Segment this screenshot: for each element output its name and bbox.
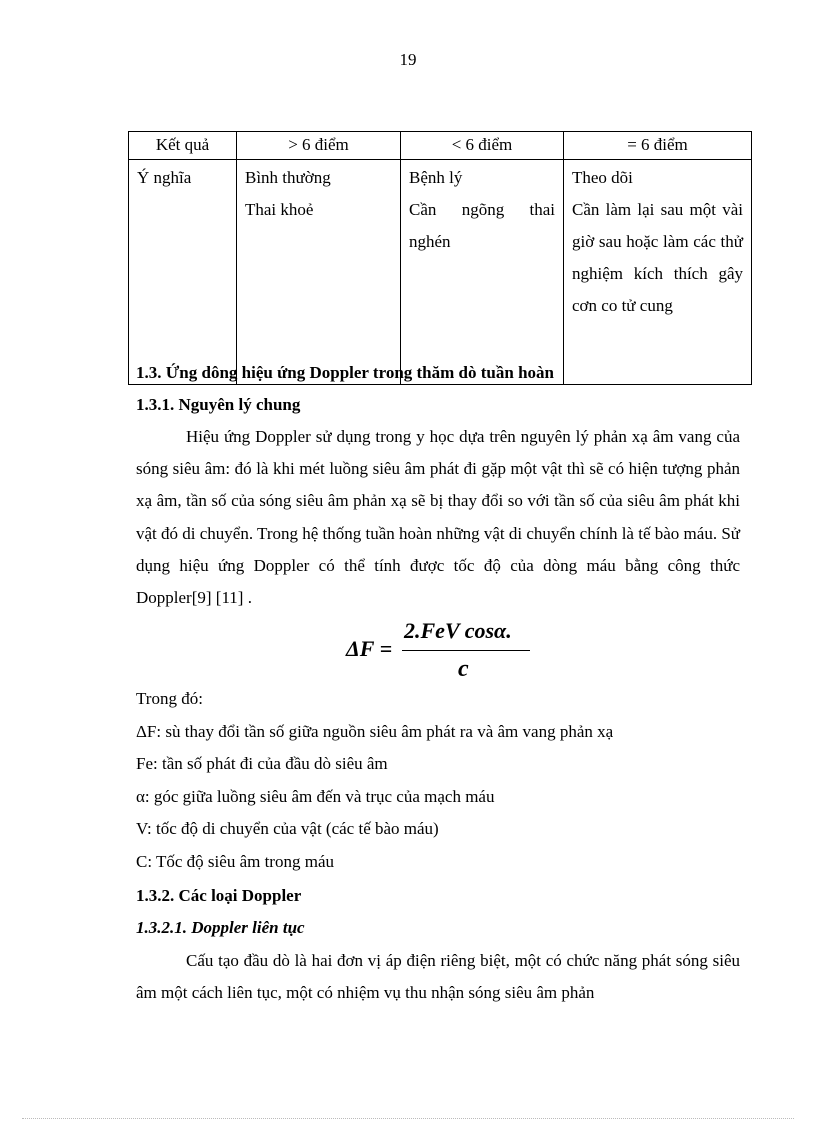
formula-fraction-bar	[402, 650, 530, 651]
header-under-6: < 6 điểm	[401, 132, 564, 160]
header-result: Kết quả	[129, 132, 237, 160]
score-table	[128, 131, 752, 385]
cell-over-6	[237, 160, 401, 385]
definition-item: Fe: tần số phát đi của đầu dò siêu âm	[136, 754, 388, 774]
cell-equal-6-line-2: Cần làm lại sau một vài giờ sau hoặc làm các thử nghiệm kích thích gây cơn co tử cung	[572, 200, 743, 315]
formula-numerator: 2.FeV cosα.	[404, 618, 512, 643]
definition-item: C: Tốc độ siêu âm trong máu	[136, 851, 334, 871]
section-1-3-2-1-paragraph-text: Cấu tạo đầu dò là hai đơn vị áp điện riêng biệt, một có chức năng phát sóng siêu âm một cách liên tục, một có nhiệm vụ thu nhận sóng siêu âm phản	[136, 951, 740, 1003]
row-label-cell	[129, 160, 237, 385]
formula-lhs: ΔF =	[346, 636, 393, 661]
page-bottom-border	[22, 1118, 794, 1119]
section-1-3-2-heading: 1.3.2. Các loại Doppler	[136, 886, 302, 905]
formula-denominator: c	[458, 656, 469, 682]
section-1-3-1-heading: 1.3.1. Nguyên lý chung	[136, 395, 301, 414]
cell-over-6-line-2: Thai khoẻ	[245, 200, 314, 219]
definitions-list	[136, 683, 740, 879]
row-label: Ý nghĩa	[137, 168, 192, 187]
cell-equal-6	[564, 160, 752, 385]
page-number: 19	[399, 50, 417, 69]
cell-under-6-line-2: Cần ngõng thai nghén	[409, 200, 555, 251]
section-1-3-2-1-paragraph	[136, 945, 740, 1009]
header-equal-6: = 6 điểm	[564, 132, 752, 160]
header-over-6: > 6 điểm	[237, 132, 401, 160]
definition-item: α: góc giữa luồng siêu âm đến và trục của mạch máu	[136, 786, 495, 806]
cell-under-6	[401, 160, 564, 385]
section-1-3-heading: 1.3. Ứng dông hiệu ứng Doppler trong thăm dò tuần hoàn	[136, 363, 554, 382]
section-1-3-1-paragraph-text: Hiệu ứng Doppler sử dụng trong y học dựa trên nguyên lý phản xạ âm vang của sóng siêu âm: đó là khi mét luồng siêu âm phát đi gặp một vật thì sẽ có hiện tượng phản xạ âm, tần số của sóng siêu âm phản xạ sẽ bị thay đổi so với tần số của siêu âm phát khi vật đó di chuyển. Trong hệ thống tuần hoàn những vật di chuyển chính là tế bào máu. Sử dụng hiệu ứng Doppler có thể tính được tốc độ của dòng máu bằng công thức Doppler[9] [11] .	[136, 427, 740, 608]
doppler-formula	[340, 616, 540, 686]
cell-over-6-line-1: Bình thường	[245, 168, 331, 187]
section-1-3-1-paragraph	[136, 421, 740, 614]
table-header-row	[129, 132, 752, 160]
section-1-3-2-1-heading: 1.3.2.1. Doppler liên tục	[136, 918, 305, 937]
definition-item: V: tốc độ di chuyển của vật (các tế bào máu)	[136, 819, 439, 839]
cell-equal-6-line-1: Theo dõi	[572, 168, 633, 187]
table-row	[129, 160, 752, 385]
definitions-intro: Trong đó:	[136, 689, 203, 708]
cell-under-6-line-1: Bệnh lý	[409, 168, 463, 187]
definition-item: ΔF: sù thay đổi tần số giữa nguồn siêu âm phát ra và âm vang phản xạ	[136, 721, 614, 741]
